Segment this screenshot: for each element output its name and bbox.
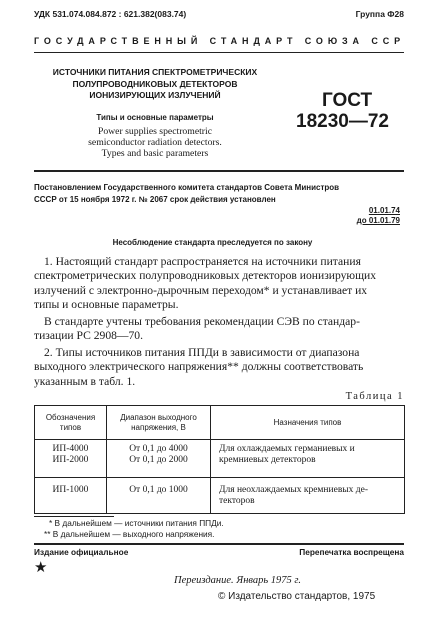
column-header: Назначения типов [211, 406, 405, 440]
reissue-note: Переиздание. Январь 1975 г. [174, 575, 301, 586]
footnote: ** В дальнейшем — выходного напряжения. [44, 529, 215, 539]
type-code: ИП-2000 [52, 455, 89, 465]
type-purpose: Для охлаждаемых германиевых и [219, 444, 355, 454]
footer-rule [34, 543, 404, 545]
decree-from-date: 01.01.74 [368, 206, 400, 215]
type-purpose: текторов [219, 496, 255, 506]
column-header: Обозначения типов [35, 406, 107, 440]
legal-notice: Несоблюдение стандарта преследуется по закону [112, 238, 313, 247]
title-ru-line: ИСТОЧНИКИ ПИТАНИЯ СПЕКТРОМЕТРИЧЕСКИХ [52, 67, 258, 77]
title-ru-subtitle: Типы и основные параметры [96, 113, 214, 122]
standard-banner: ГОСУДАРСТВЕННЫЙ СТАНДАРТ СОЮЗА ССР [34, 36, 406, 46]
voltage-range: От 0,1 до 2000 [129, 455, 188, 465]
table-header-row [35, 406, 405, 440]
paragraph-line: В стандарте учтены требования рекомендации СЭВ по стандар- [44, 315, 360, 328]
udk-code: УДК 531.074.084.872 : 621.382(083.74) [34, 9, 187, 19]
paragraph-1 [34, 255, 405, 313]
title-en [50, 126, 260, 159]
title-en-line: Types and basic parameters [101, 148, 209, 159]
decree-line: Постановлением Государственного комитета стандартов Совета Министров [34, 183, 340, 192]
table-caption: Таблица 1 [345, 391, 404, 402]
table-row [35, 478, 405, 514]
star-icon: ★ [34, 560, 48, 576]
title-ru-line: ИОНИЗИРУЮЩИХ ИЗЛУЧЕНИЙ [89, 90, 221, 100]
table-cell [107, 478, 211, 514]
type-purpose: кремниевых детекторов [219, 455, 316, 465]
voltage-range: От 0,1 до 1000 [129, 485, 188, 495]
copyright: © Издательство стандартов, 1975 [218, 591, 376, 602]
paragraph-line: 1. Настоящий стандарт распространяется на источники питания [44, 255, 361, 268]
table-row [35, 440, 405, 478]
paragraph-2 [34, 315, 405, 344]
table-cell [35, 478, 107, 514]
paragraph-line: спектрометрических полупроводниковых детекторов ионизирующих [34, 269, 377, 283]
title-ru-line: ПОЛУПРОВОДНИКОВЫХ ДЕТЕКТОРОВ [72, 78, 238, 89]
title-en-line: Power supplies spectrometric [97, 126, 213, 137]
paragraph-line: выходного электрического напряжения** должны соответствовать [34, 360, 364, 374]
paragraph-line: 2. Типы источников питания ППДи в зависимости от диапазона [44, 346, 360, 359]
type-code: ИП-4000 [52, 444, 89, 454]
decree-to-date: до 01.01.79 [356, 216, 400, 225]
header-rule [34, 52, 404, 53]
paragraph-line: излучений с электронно-дырочным переходом* и устанавливает их [34, 283, 368, 297]
reprint-notice: Перепечатка воспрещена [299, 547, 404, 557]
decree-line: СССР от 15 ноября 1972 г. № 2067 срок действия установлен [34, 194, 276, 204]
decree-text [34, 182, 339, 205]
table-cell [211, 478, 405, 514]
paragraph-line: типы и основные параметры. [34, 298, 179, 312]
gost-label: ГОСТ [322, 90, 373, 111]
voltage-range: От 0,1 до 4000 [129, 444, 188, 454]
title-en-line: semiconductor radiation detectors. [88, 137, 222, 148]
title-rule [34, 170, 404, 172]
gost-number: 18230—72 [296, 111, 389, 132]
paragraph-3 [34, 346, 405, 389]
footnote: * В дальнейшем — источники питания ППДи. [49, 518, 224, 528]
paragraph-line: тизации РС 2908—70. [34, 329, 144, 343]
table-cell [107, 440, 211, 478]
table-cell [211, 440, 405, 478]
group-code: Группа Ф28 [355, 9, 404, 19]
column-header: Диапазон выходного напряжения, В [107, 406, 211, 440]
official-edition: Издание официальное [34, 547, 129, 557]
paragraph-line: указанным в табл. 1. [34, 374, 136, 388]
type-purpose: Для неохлаждаемых кремниевых де- [219, 485, 369, 495]
types-table [34, 405, 405, 514]
footnote-rule [34, 516, 114, 517]
type-code: ИП-1000 [52, 485, 89, 495]
table-cell [35, 440, 107, 478]
title-ru [50, 67, 260, 102]
